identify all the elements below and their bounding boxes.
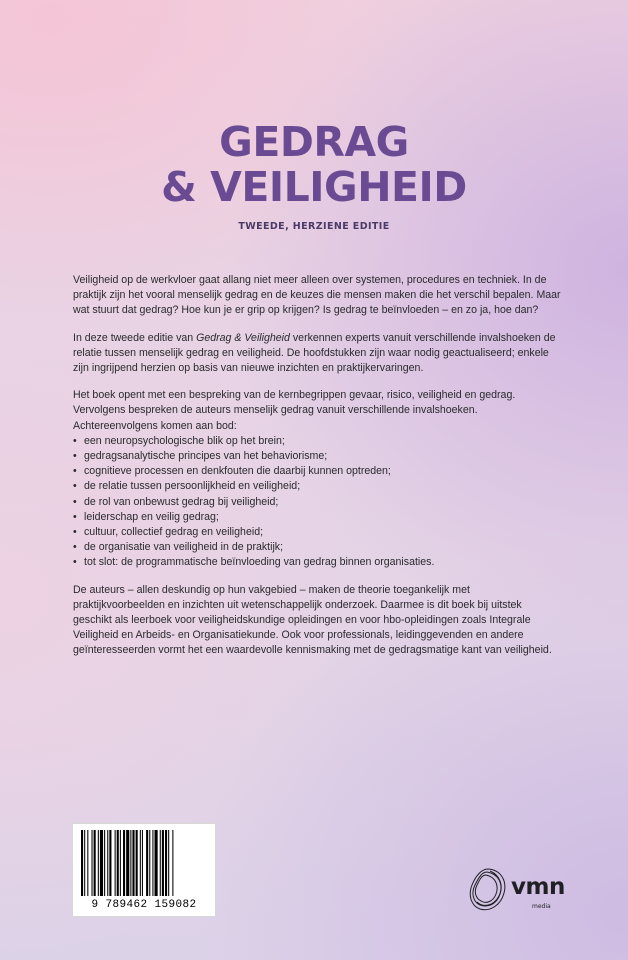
book-title-line-2: & VEILIGHEID	[161, 163, 467, 211]
topic-list-item: • cognitieve processen en denkfouten die daarbij kunnen optreden;	[73, 464, 563, 479]
topic-list-item: • leiderschap en veilig gedrag;	[73, 510, 563, 525]
blurb-paragraph-1: Veiligheid op de werkvloer gaat allang niet meer alleen over systemen, procedures en techniek. In de praktijk zijn het vooral menselijk gedrag en de keuzes die mensen maken die het verschil bepalen. Maar wat stuurt dat gedrag? Hoe kun je er grip op krijgen? Is gedrag te beïnvloeden – en zo ja, hoe dan?	[73, 274, 561, 317]
isbn-barcode	[72, 823, 216, 917]
book-subtitle: TWEEDE, HERZIENE EDITIE	[238, 221, 390, 232]
publisher-subname: media	[532, 903, 551, 910]
book-title	[0, 120, 628, 210]
topic-list-item: • cultuur, collectief gedrag en veiligheid;	[73, 525, 563, 540]
blurb-paragraph-4: De auteurs – allen deskundig op hun vakgebied – maken de theorie toegankelijk met praktijkvoorbeelden en inzichten uit wetenschappelijk onderzoek. Daarmee is dit boek bij uitstek geschikt als leerboek voor veiligheidskundige opleidingen en voor hbo-opleidingen zoals Integrale Veiligheid en Arbeids- en Organisatiekunde. Ook voor professionals, leidinggevenden en andere geïnteresseerden vormt het een waardevolle kennismaking met de gedragsmatige kant van veiligheid.	[73, 583, 552, 657]
publisher-logo	[466, 866, 566, 918]
isbn-number: 9 789462 159082	[91, 899, 197, 911]
barcode-icon	[81, 830, 207, 896]
topic-list-item: • een neuropsychologische blik op het brein;	[73, 434, 563, 449]
topic-list	[73, 434, 563, 571]
topic-list-item: • de organisatie van veiligheid in de praktijk;	[73, 540, 563, 555]
blurb-book-title-italic: Gedrag & Veiligheid	[196, 331, 290, 344]
topic-list-item: • tot slot: de programmatische beïnvloeding van gedrag binnen organisaties.	[73, 555, 563, 570]
topic-list-item: • de relatie tussen persoonlijkheid en veiligheid;	[73, 479, 563, 494]
publisher-name: vmn	[511, 874, 565, 900]
blurb	[73, 273, 563, 671]
topic-list-item: • gedragsanalytische principes van het behaviorisme;	[73, 449, 563, 464]
blurb-paragraph-3-text: Het boek opent met een bespreking van de kernbegrippen gevaar, risico, veiligheid en gedrag. Vervolgens bespreken de auteurs menselijk gedrag vanuit verschillende invalshoeken. Achtereenvolgens komen aan bod:	[73, 389, 516, 432]
vmn-logo-icon	[466, 866, 510, 916]
topic-list-item: • de rol van onbewust gedrag bij veiligheid;	[73, 495, 563, 510]
blurb-paragraph-3	[73, 388, 563, 434]
blurb-paragraph-2-start: In deze tweede editie van	[73, 331, 197, 344]
blurb-paragraph-2	[73, 331, 563, 377]
blurb-paragraph-2-end: verkennen experts vanuit verschillende invalshoeken de relatie tussen menselijk gedrag en veiligheid. De hoofdstukken zijn waar nodig geactualiseerd; enkele zijn ingrijpend herzien op basis van nieuwe inzichten en praktijkervaringen.	[73, 331, 556, 375]
book-title-line-1: GEDRAG	[219, 118, 409, 166]
